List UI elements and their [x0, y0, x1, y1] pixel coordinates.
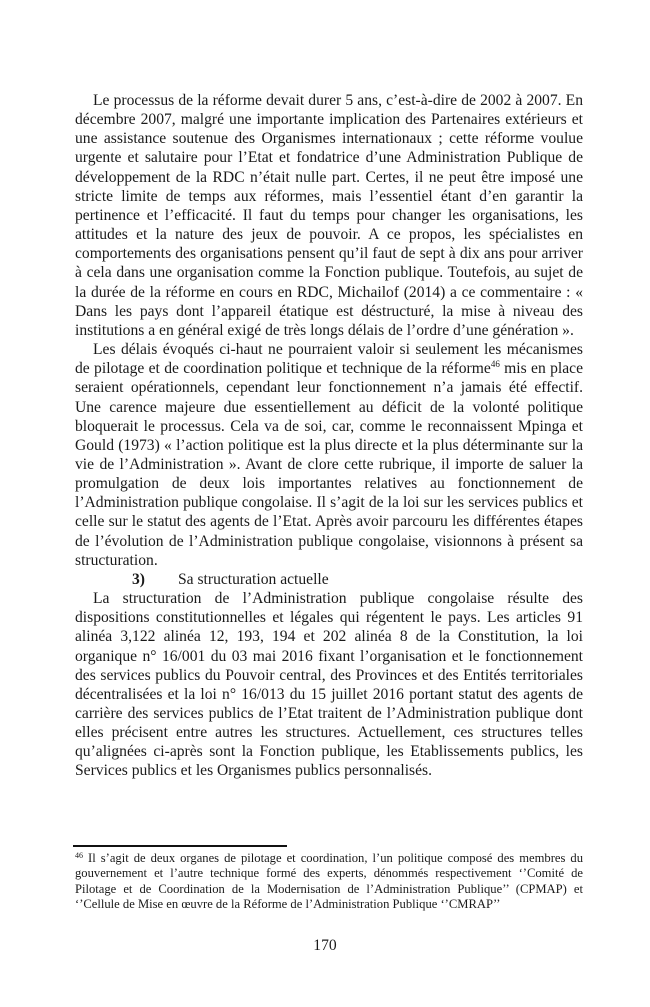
footnote-number: 46: [75, 851, 83, 860]
footnote-separator: [73, 845, 287, 847]
section-heading: [75, 570, 583, 589]
page-body: [75, 91, 583, 781]
paragraph-current-structure: La structuration de l’Administration publique congolaise résulte des dispositions constitutionnelles et légales qui régentent le pays. Les articles 91 alinéa 3,122 alinéa 12, 193, 194 et 202 alinéa 8 de la Constitution, la loi organique n° 16/001 du 03 mai 2016 fixant l’organisation et le fonctionnement des services publics du Pouvoir central, des Provinces et des Entités territoriales décentralisées et la loi n° 16/013 du 15 juillet 2016 portant statut des agents de carrière des services publics de l’Etat traitent de l’Administration publique dont elles précisent entre autres les structures. Actuellement, ces structures telles qu’alignées ci-après sont la Fonction publique, les Etablissements publics, les Services publics et les Organismes publics personnalisés.: [75, 590, 583, 780]
paragraph-reform-duration: Le processus de la réforme devait durer 5 ans, c’est-à-dire de 2002 à 2007. En décembre 2007, malgré une importante implication des Partenaires extérieurs et une assistance soutenue des Organismes internationaux ; cette réforme voulue urgente et salutaire pour l’Etat et fondatrice d’une Administration Publique de développement de la RDC n’était nulle part. Certes, il ne peut être imposé une stricte limite de temps aux réformes, mais l’essentiel étant d’en garantir la pertinence et l’efficacité. Il faut du temps pour changer les organisations, les attitudes et la nature des jeux de pouvoir. A ce propos, les spécialistes en comportements des organisations pensent qu’il faut de sept à dix ans pour arriver à cela dans une organisation comme la Fonction publique. Toutefois, au sujet de la durée de la réforme en cours en RDC, Michailof (2014) a ce commentaire : « Dans les pays dont l’appareil étatique est déstructuré, la mise à niveau des institutions a en général exigé de très longs délais de l’ordre d’une génération ».: [75, 92, 583, 339]
page-number: 170: [313, 937, 337, 954]
section-number: 3): [132, 570, 145, 588]
section-title: Sa structuration actuelle: [178, 570, 329, 588]
paragraph-political-will: [75, 340, 583, 570]
paragraph-text-before-ref: Les délais évoqués ci-haut ne pourraient valoir si seulement les mécanismes de pilotage et de coordination politique et technique de la réforme: [75, 341, 583, 378]
footnote-text: Il s’agit de deux organes de pilotage et coordination, l’un politique composé des membres du gouvernement et l’autre technique formé des experts, dénommés respectivement ‘’Comité de Pilotage et de Coordination de la Modernisation de l’Administration Publique’’ (CPMAP) et ‘’Cellule de Mise en œuvre de la Réforme de l’Administration Publique ‘’CMRAP’’: [75, 851, 583, 911]
footnote-reference[interactable]: 46: [490, 359, 500, 370]
footnote: [75, 851, 583, 912]
paragraph-text-after-ref: mis en place seraient opérationnels, cependant leur fonctionnement n’a jamais été effectif. Une carence majeure due essentiellement au déficit de la volonté politique bloquerait le processus. Cela va de soi, car, comme le reconnaissent Mpinga et Gould (1973) « l’action politique est la plus directe et la plus déterminante sur la vie de l’Administration ». Avant de clore cette rubrique, il importe de saluer la promulgation de deux lois importantes relatives au fonctionnement de l’Administration publique congolaise. Il s’agit de la loi sur les services publics et celle sur le statut des agents de l’Etat. Après avoir parcouru les différentes étapes de l’évolution de l’Administration publique congolaise, visionnons à présent sa structuration.: [75, 360, 583, 569]
